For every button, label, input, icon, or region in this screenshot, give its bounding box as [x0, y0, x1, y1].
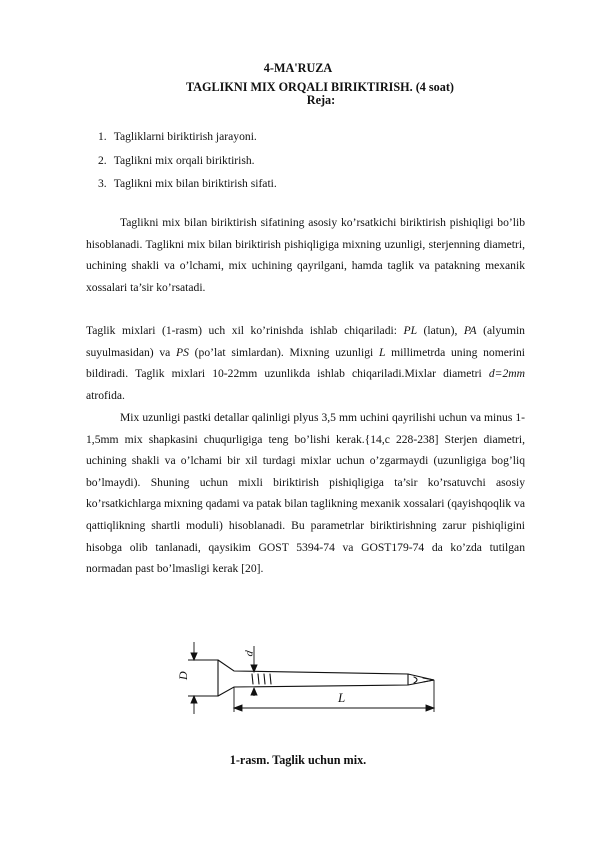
plan-item [98, 128, 277, 152]
text-run: millimetrda uning nomerini bildiradi. Taglik mixlari 10-22mm uzunlikda ishlab chiqariladi.Mixlar diametri [86, 345, 525, 381]
plan-list [98, 128, 277, 199]
plan-item-number: 1. [98, 130, 107, 143]
plan-title: Reja: [306, 93, 336, 107]
text-run: (alyumin suyulmasidan) va [86, 324, 525, 359]
nail-shank [218, 660, 434, 696]
label-d: d [243, 649, 256, 658]
label-L: L [338, 690, 346, 705]
type-ps: PS [176, 345, 189, 359]
nail-drawing [168, 636, 440, 746]
lecture-number: 4-MA'RUZA [263, 61, 333, 75]
lecture-topic: TAGLIKNI MIX ORQALI BIRIKTIRISH. (4 soat) [186, 80, 454, 94]
plan-item-text: Taglikni mix orqali biriktirish. [113, 153, 255, 167]
type-pl: PL [403, 324, 418, 337]
nail-ridge [264, 674, 265, 684]
plan-item [98, 152, 277, 176]
paragraph-quality: Taglikni mix bilan biriktirish sifatining asosiy ko’rsatkichi biriktirish pishiqligi bo’lib hisoblanadi. Taglikni mix bilan biriktirish pishiqligiga mixning uzunligi, sterjenning diametri, uchining shakli va o’lchami, mix uchining qayrilgani, hamda taglik va patakning mexanik xossalari ta’sir ko’rsatadi. [86, 216, 525, 294]
label-D: D [176, 671, 190, 680]
nail-ridge [258, 674, 259, 684]
nail-ridge [270, 674, 271, 684]
plan-item-text: Tagliklarni biriktirish jarayoni. [113, 130, 257, 143]
type-pa: PA [463, 324, 477, 337]
plan-item [98, 175, 277, 199]
length-symbol: L [378, 345, 386, 359]
plan-item-number: 2. [98, 153, 107, 167]
text-run: (latun), [417, 324, 464, 337]
plan-item-text: Taglikni mix bilan biriktirish sifati. [113, 177, 277, 190]
paragraph-length: Mix uzunligi pastki detallar qalinligi plyus 3,5 mm uchini qayrilishi uchun va minus 1-1,5mm mix shapkasini chuqurligiga teng bo’lishi kerak.{14,c 228-238] Sterjen diametri, uchining shakli va o’lchami bir xil turdagi mixlar uchun o’zgarmaydi (uzunligiga bog’liq bo’lmaydi). Shuning uchun mixli biriktirish pishiqligiga ta’sir ko’rsatuvchi asosiy ko’rsatkichlarga mixning qadami va patak bilan taglikning mexanik xossalari (qayishqoqlik va qattiqlikning shartli moduli) hisoblanadi. Bu parametrlar biriktirishning zarur pishiqligini hisobga olib tanlanadi, qaysikim GOST 5394-74 va GOST179-74 da ko’zda tutilgan normadan past bo’lmasligi kerak [20]. [86, 411, 525, 576]
diameter-value: d=2mm [488, 367, 525, 381]
text-run: Taglik mixlari (1-rasm) uch xil ko’rinishda ishlab chiqariladi: [86, 324, 404, 337]
paragraph-nail-types [86, 320, 525, 406]
plan-item-number: 3. [98, 177, 107, 190]
text-run: (po’lat simlardan). Mixning uzunligi [188, 345, 379, 359]
figure-caption: 1-rasm. Taglik uchun mix. [229, 753, 367, 767]
nail-ridge [252, 674, 253, 684]
text-run: atrofida. [86, 388, 125, 402]
